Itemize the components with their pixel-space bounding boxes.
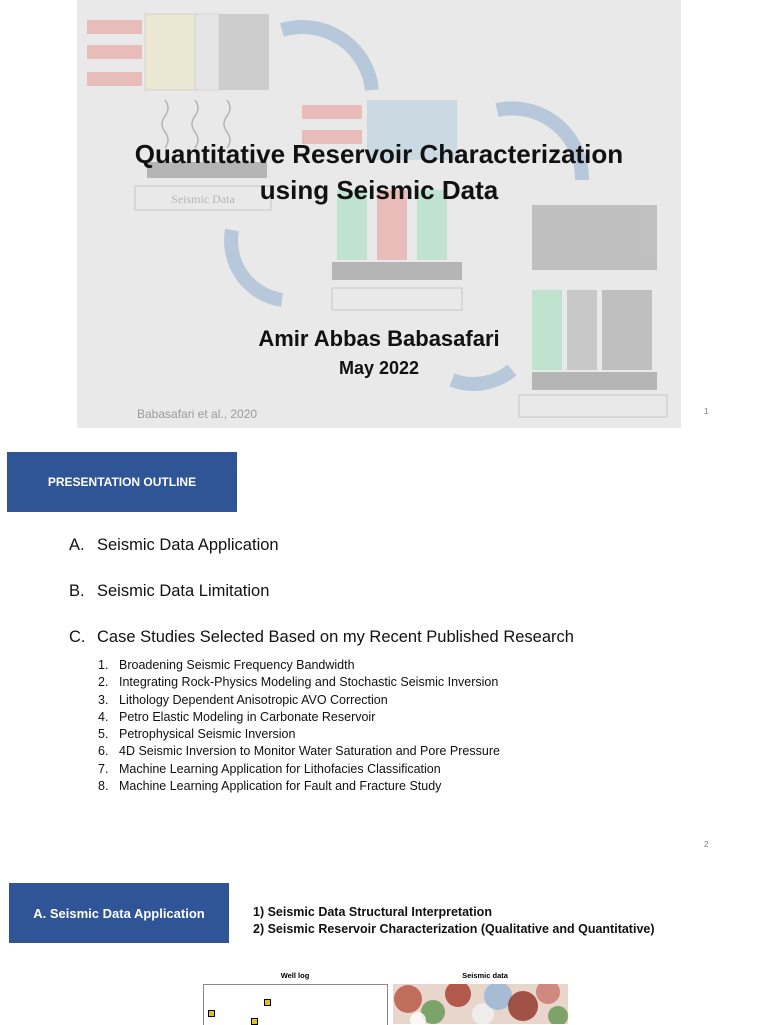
- outline-text: Seismic Data Limitation: [97, 582, 270, 600]
- title-line-2: using Seismic Data: [259, 175, 499, 205]
- list-item: 6. 4D Seismic Inversion to Monitor Water Saturation and Pore Pressure: [98, 744, 500, 759]
- well-log-map: [203, 984, 388, 1025]
- figure-citation: Babasafari et al., 2020: [137, 407, 258, 421]
- seismic-data-bg-label: Seismic Data: [171, 192, 235, 206]
- outline-banner: PRESENTATION OUTLINE: [7, 452, 237, 512]
- point-reservoir-characterization: 2) Seismic Reservoir Characterization (Qualitative and Quantitative): [253, 922, 655, 936]
- well-marker: [208, 1010, 215, 1017]
- seismic-data-map: [393, 984, 568, 1024]
- title-line-1: Quantitative Reservoir Characterization: [134, 139, 624, 169]
- outline-item-b: [69, 582, 269, 601]
- slide-title: [77, 136, 681, 208]
- well-log-label: Well log: [280, 971, 310, 980]
- outline-letter: B.: [69, 582, 85, 600]
- author-name: Amir Abbas Babasafari: [258, 326, 500, 351]
- outline-text: Case Studies Selected Based on my Recent Published Research: [97, 628, 574, 646]
- title-slide: [77, 0, 681, 428]
- page-number-2: 2: [704, 840, 709, 849]
- seismic-data-label: Seismic data: [462, 971, 508, 980]
- well-marker: [264, 999, 271, 1006]
- red-label-block: [87, 20, 142, 34]
- outline-item-a: [69, 536, 279, 555]
- page-number-1: 1: [704, 407, 709, 416]
- outline-letter: C.: [69, 628, 86, 646]
- section-banner-a: A. Seismic Data Application: [9, 883, 229, 943]
- red-label-block: [87, 45, 142, 59]
- outline-text: Seismic Data Application: [97, 536, 279, 554]
- list-item: 7. Machine Learning Application for Lithofacies Classification: [98, 761, 441, 776]
- list-item: 5. Petrophysical Seismic Inversion: [98, 727, 296, 742]
- list-item: 3. Lithology Dependent Anisotropic AVO Correction: [98, 692, 388, 707]
- outline-letter: A.: [69, 536, 85, 554]
- red-label-block: [87, 72, 142, 86]
- outline-item-c: [69, 628, 574, 647]
- list-item: 4. Petro Elastic Modeling in Carbonate Reservoir: [98, 709, 376, 724]
- case-study-list: [98, 657, 500, 795]
- point-structural: 1) Seismic Data Structural Interpretation: [253, 905, 492, 919]
- table-block: [145, 14, 195, 90]
- presentation-date: May 2022: [338, 358, 420, 378]
- seismic-thumbnail: [219, 14, 269, 90]
- list-item: 1. Broadening Seismic Frequency Bandwidth: [98, 658, 355, 672]
- list-item: 2. Integrating Rock-Physics Modeling and Stochastic Seismic Inversion: [98, 675, 499, 690]
- list-item: 8. Machine Learning Application for Fault and Fracture Study: [98, 779, 442, 794]
